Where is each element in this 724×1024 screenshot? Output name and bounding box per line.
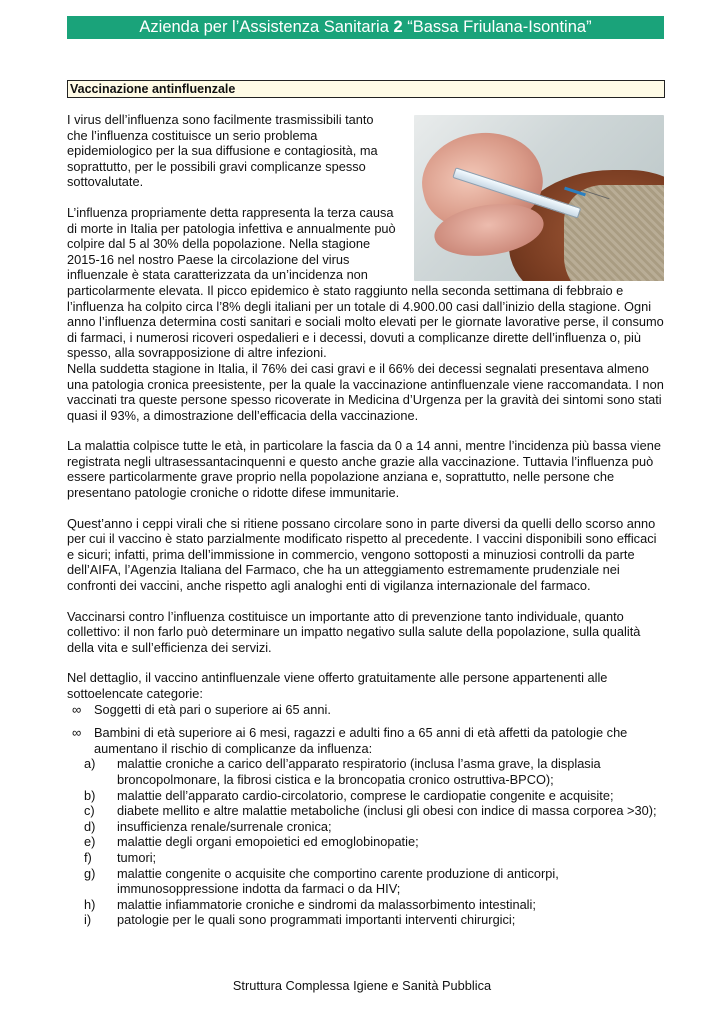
bullet-symbol: ∞ xyxy=(72,725,82,741)
paragraph: Nel dettaglio, il vaccino antinfluenzale viene offerto gratuitamente alle persone appartenenti alle sottoelencate categorie: xyxy=(67,670,608,701)
sublist-text: diabete mellito e altre malattie metaboliche (inclusi gli obesi con indice di massa corporea >30); xyxy=(117,803,657,819)
paragraph: I virus dell’influenza sono facilmente trasmissibili tanto che l’influenza costituisce un serio problema epidemiologico per la sua diffusione e contagiosità, ma soprattutto, per le possibili gravi complicanze spesso sottovalutate. xyxy=(67,112,378,190)
sublist-text: patologie per le quali sono programmati importanti interventi chirurgici; xyxy=(117,912,516,928)
sleeve-shape xyxy=(564,185,664,281)
paragraph: Vaccinarsi contro l’influenza costituisce un importante atto di prevenzione tanto individuale, quanto collettivo: il non farlo può determinare un impatto negativo sulla salute della popolazione, sulla qualità della vita e sull’efficienza dei servizi. xyxy=(67,608,641,655)
list-item-text: Bambini di età superiore ai 6 mesi, ragazzi e adulti fino a 65 anni di età affetti da patologie che aumentano il rischio di complicanze da influenza: xyxy=(94,725,628,756)
sublist-letter: f) xyxy=(84,849,92,865)
sublist-item xyxy=(84,912,664,928)
footer-text: Struttura Complessa Igiene e Sanità Pubblica xyxy=(232,978,492,993)
paragraph: L’influenza propriamente detta rappresenta la terza causa di morte in Italia per patologia infettiva e annualmente può colpire dal 5 al 30% della popolazione. Nella stagione 2015-16 nel nostro Paese la circolazione del virus influenzale è stata caratterizzata da un’incidenza non particolarmente elevata. Il picco epidemico è stato raggiunto nella seconda settimana di febbraio e l’influenza ha colpito circa l’8% degli italiani per un totale di 4.900.00 casi dall’inizio della stagione. Ogni anno l’influenza determina costi sanitari e sociali molto elevati per le giornate lavorative perse, il consumo di farmaci, i numerosi ricoveri ospedalieri e i decessi, dovuti a complicanze dirette dell’influenza o, più spesso, alla sovrapposizione di altre infezioni. xyxy=(67,204,664,361)
sublist-letter: h) xyxy=(84,896,96,912)
pathology-sublist xyxy=(84,756,664,928)
sublist-text: malattie dell’apparato cardio-circolatorio, comprese le cardiopatie congenite e acquisite; xyxy=(117,787,614,803)
sublist-item xyxy=(84,818,664,835)
sublist-letter: i) xyxy=(84,912,92,928)
document-body xyxy=(67,112,664,928)
sublist-text: malattie infiammatorie croniche e sindromi da malassorbimento intestinali; xyxy=(117,896,536,912)
sublist-item xyxy=(84,834,664,850)
section-title: Vaccinazione antinfluenzale xyxy=(70,82,236,96)
header-title-number: 2 xyxy=(393,18,403,36)
list-item xyxy=(67,702,664,718)
vaccination-photo xyxy=(414,115,664,281)
page-footer xyxy=(0,978,724,993)
sublist-item xyxy=(84,896,664,913)
paragraph: Quest’anno i ceppi virali che si ritiene possano circolare sono in parte diversi da quelli dello scorso anno per cui il vaccino è stato parzialmente modificato rispetto al precedente. I vaccini disponibili sono efficaci e sicuri; infatti, prima dell’immissione in commercio, vengono sottoposti a minuziosi controlli da parte dell’AIFA, l’Agenzia Italiana del Farmaco, che ha un atteggiamento estremamente prudenziale nei confronti dei vaccini, anche rispetto agli analoghi enti di vigilanza internazionale del farmaco. xyxy=(67,515,657,594)
paragraph: La malattia colpisce tutte le età, in particolare la fascia da 0 a 14 anni, mentre l’incidenza più bassa viene registrata negli ultrasessantacinquenni e questo anche grazie alla vaccinazione. Tuttavia l’influenza può essere particolarmente grave proprio nella popolazione anziana e, soprattutto, nelle persone che presentano patologie croniche o ridotte difese immunitarie. xyxy=(67,438,661,501)
sublist-text: malattie croniche a carico dell’apparato respiratorio (inclusa l’asma grave, la displasia broncopolmonare, la fibrosi cistica e la broncopatia cronico ostruttiva-BPCO); xyxy=(117,756,601,787)
bullet-symbol: ∞ xyxy=(72,701,82,717)
category-list xyxy=(67,702,664,928)
paragraph: Nella suddetta stagione in Italia, il 76% dei casi gravi e il 66% dei decessi segnalati presentava almeno una patologia cronica preesistente, per la quale la vaccinazione antinfluenzale viene raccomandata. I non vaccinati tra queste persone spesso ricoverate in Medicina d’Urgenza per la gravità dei sintomi sono stati quasi il 93%, a dimostrazione dell’efficacia della vaccinazione. xyxy=(67,360,664,423)
sublist-letter: a) xyxy=(84,756,96,772)
sublist-item xyxy=(84,803,664,819)
sublist-item xyxy=(84,787,664,804)
sublist-text: malattie congenite o acquisite che comportino carente produzione di anticorpi, immunosoppressione indotta da farmaci o da HIV; xyxy=(117,865,559,897)
sublist-text: insufficienza renale/surrenale cronica; xyxy=(117,818,332,834)
sublist-text: tumori; xyxy=(117,849,157,865)
section-title-box xyxy=(67,80,665,98)
sublist-item xyxy=(84,865,664,897)
header-banner xyxy=(67,16,664,39)
list-item xyxy=(67,725,664,928)
sublist-letter: d) xyxy=(84,818,96,834)
sublist-letter: b) xyxy=(84,787,96,803)
header-title-post: “Bassa Friulana-Isontina” xyxy=(402,18,592,36)
sublist-item xyxy=(84,849,664,866)
header-title-pre: Azienda per l’Assistenza Sanitaria xyxy=(139,18,394,36)
sublist-letter: g) xyxy=(84,865,96,881)
sublist-letter: c) xyxy=(84,803,95,819)
list-item-text: Soggetti di età pari o superiore ai 65 anni. xyxy=(94,701,331,717)
sublist-item xyxy=(84,756,664,787)
sublist-text: malattie degli organi emopoietici ed emoglobinopatie; xyxy=(117,834,419,850)
sublist-letter: e) xyxy=(84,834,96,850)
